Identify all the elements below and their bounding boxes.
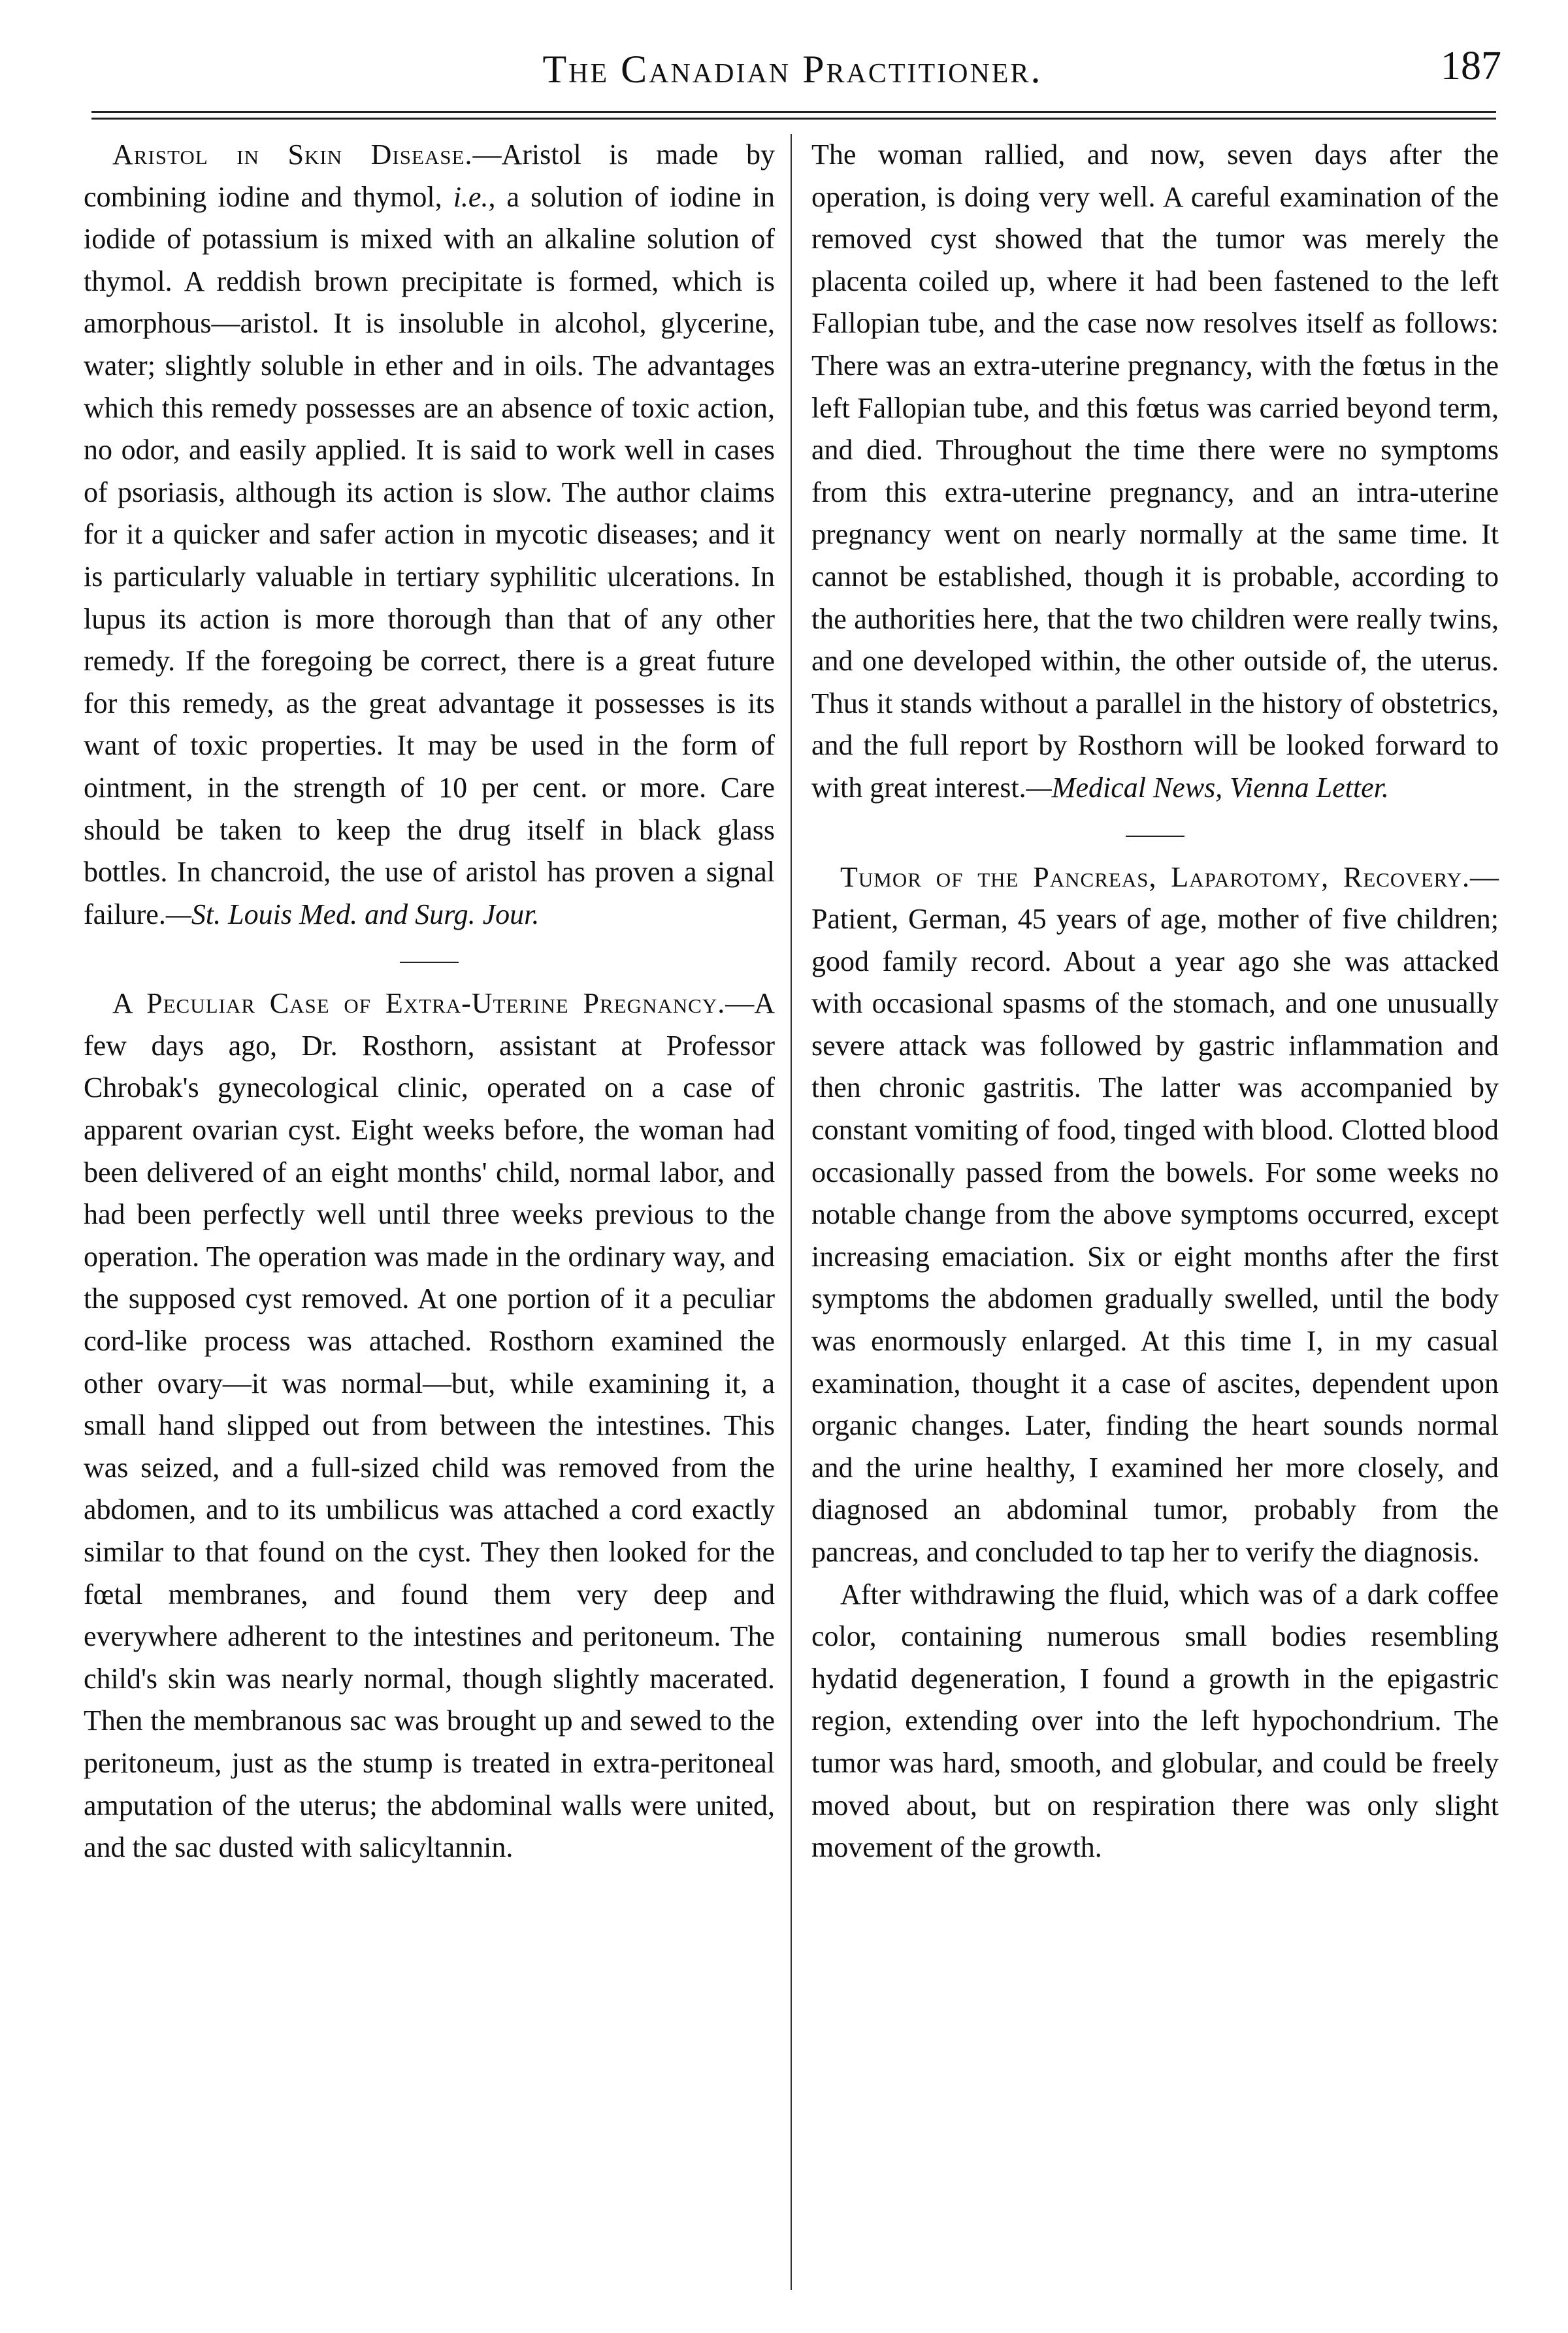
ie-abbrev: i.e. xyxy=(453,180,489,213)
article-title-pancreas: Tumor of the Pancreas, Laparotomy, Recovery. xyxy=(840,860,1470,893)
article-separator xyxy=(400,962,459,963)
page-number: 187 xyxy=(1441,44,1501,88)
header-rule-bottom xyxy=(91,118,1496,120)
article-title-extra-uterine: A Peculiar Case of Extra-Uterine Pregnancy. xyxy=(112,987,726,1020)
article-body-extra-uterine: —A few days ago, Dr. Rosthorn, assistant at Professor Chrobak's gynecological clinic, operated on a case of apparent ovarian cyst. Eight weeks before, the woman had been delivered of an eight months' child, normal labor, and had been perfectly well until three weeks previous to the operation. The operation was made in the ordinary way, and the supposed cyst removed. At one portion of it a peculiar cord-like process was attached. Rosthorn examined the other ovary—it was normal—but, while examining it, a small hand slipped out from between the intestines. This was seized, and a full-sized child was removed from the abdomen, and to its umbilicus was attached a cord exactly similar to that found on the cyst. They then looked for the fœtal membranes, and found them very deep and everywhere adherent to the intestines and peritoneum. The child's skin was nearly normal, though slightly macerated. Then the membranous sac was brought up and sewed to the peritoneum, just as the stump is treated in extra-peritoneal amputation of the uterus; the abdominal walls were united, and the sac dusted with salicyltannin. xyxy=(84,987,775,1864)
column-divider xyxy=(791,134,792,2290)
article-body-aristol-a: —Aristol is made by combining iodine and thymol, xyxy=(84,139,775,213)
article-separator xyxy=(1126,836,1184,837)
right-column xyxy=(811,134,1499,1869)
article-body-pancreas: —Patient, German, 45 years of age, mother of five children; good family record. About a year ago she was attacked with occasional spasms of the stomach, and one unusually severe attack was followed by gastric inflammation and then chronic gastritis. The latter was accompanied by constant vomiting of food, tinged with blood. Clotted blood occasionally passed from the bowels. For some weeks no notable change from the above symptoms occurred, except increasing emaciation. Six or eight months after the first symptoms the abdomen gradually swelled, until the body was enormously enlarged. At this time I, in my casual examination, thought it a case of ascites, dependent upon organic changes. Later, finding the heart sounds normal and the urine healthy, I examined her more closely, and diagnosed an abdominal tumor, probably from the pancreas, and concluded to tap her to verify the diagnosis. xyxy=(811,860,1499,1568)
article-body-extra-uterine-cont: The woman rallied, and now, seven days after the operation, is doing very well. A careful examination of the removed cyst showed that the tumor was merely the placenta coiled up, where it had been fastened to the left Fallopian tube, and the case now resolves itself as follows: There was an extra-uterine pregnancy, with the fœtus in the left Fallopian tube, and this fœtus was carried beyond term, and died. Throughout the time there were no symptoms from this extra-uterine pregnancy, and an intra-uterine pregnancy went on nearly normally at the same time. It cannot be established, though it is probable, according to the authorities here, that the two children were really twins, and one developed within, the other outside of, the uterus. Thus it stands without a parallel in the history of obstetrics, and the full report by Rosthorn will be looked forward to with great interest. xyxy=(811,139,1499,804)
article-source-extra-uterine: —Medical News, Vienna Letter. xyxy=(1026,771,1389,804)
article-extra-uterine-continued xyxy=(811,134,1499,809)
article-pancreas xyxy=(811,857,1499,1574)
article-title-aristol: Aristol in Skin Disease. xyxy=(112,139,473,171)
article-extra-uterine xyxy=(84,983,775,1868)
article-body-aristol-b: , a solution of iodine in iodide of potassium is mixed with an alkaline solution of thymol. A reddish brown precipitate is formed, which is amorphous—aristol. It is insoluble in alcohol, glycerine, water; slightly soluble in ether and in oils. The advantages which this remedy possesses are an absence of toxic action, no odor, and easily applied. It is said to work well in cases of psoriasis, although its action is slow. The author claims for it a quicker and safer action in mycotic diseases; and it is particularly valuable in tertiary syphilitic ulcerations. In lupus its action is more thorough than that of any other remedy. If the foregoing be correct, there is a great future for this remedy, as the great advantage it possesses is its want of toxic properties. It may be used in the form of ointment, in the strength of 10 per cent. or more. Care should be taken to keep the drug itself in black glass bottles. In chancroid, the use of aristol has proven a signal failure. xyxy=(84,180,775,930)
page-header xyxy=(84,33,1501,98)
article-aristol xyxy=(84,134,775,936)
article-pancreas-para2: After withdrawing the fluid, which was of a dark coffee color, containing numerous small bodies resembling hydatid degeneration, I found a growth in the epigastric region, extending over into the left hypochondrium. The tumor was hard, smooth, and globular, and could be freely moved about, but on respiration there was only slight movement of the growth. xyxy=(811,1578,1499,1864)
running-title: The Canadian Practitioner. xyxy=(542,48,1043,91)
left-column xyxy=(84,134,775,1869)
header-rule-top xyxy=(91,111,1496,113)
article-source-aristol: —St. Louis Med. and Surg. Jour. xyxy=(165,898,540,930)
